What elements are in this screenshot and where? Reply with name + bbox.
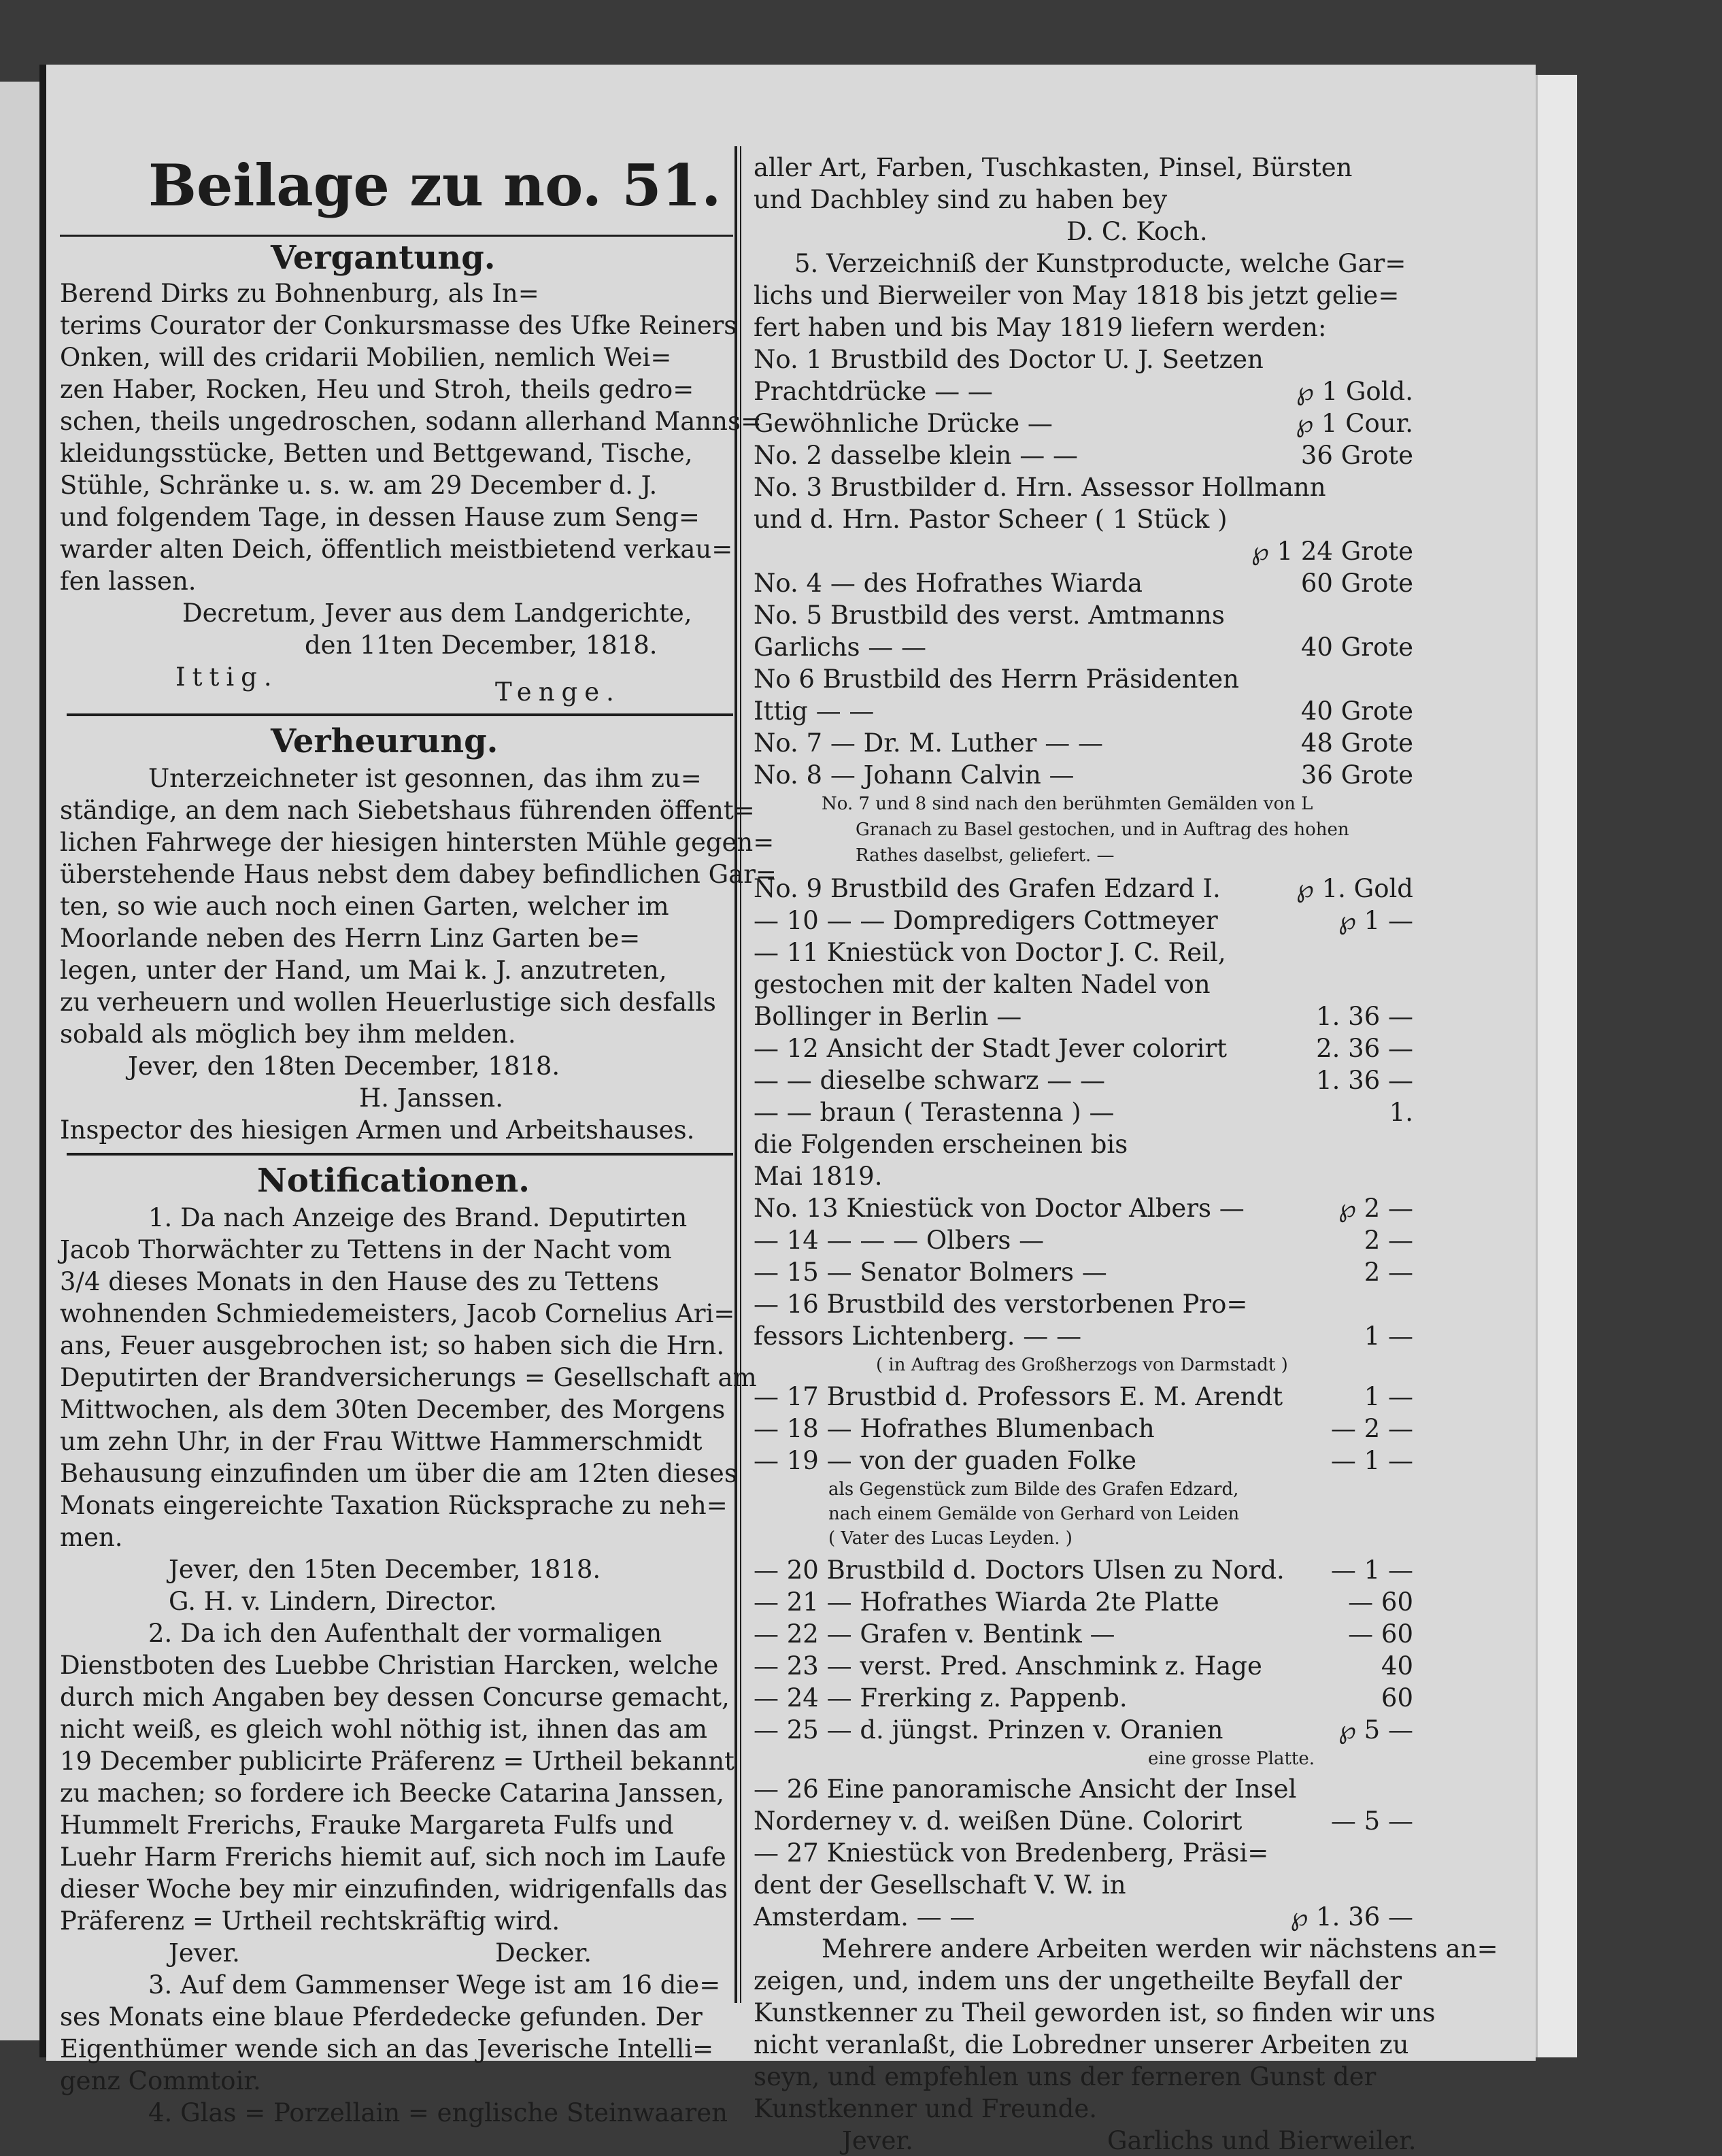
catalog-item: — 21 — Hofrathes Wiarda 2te Platte: [754, 1587, 1219, 1617]
body-line: zen Haber, Rocken, Heu und Stroh, theils gedro=: [60, 375, 694, 404]
catalog-price: 1. 36 —: [1316, 1066, 1413, 1095]
body-line: schen, theils ungedroschen, sodann allerhand Manns=: [60, 407, 762, 436]
body-line: warder alten Deich, öffentlich meistbietend verkau=: [60, 535, 733, 564]
section-heading-vergantung: Vergantung.: [271, 239, 496, 277]
body-line: legen, unter der Hand, um Mai k. J. anzutreten,: [60, 956, 667, 985]
body-line: 3. Auf dem Gammenser Wege ist am 16 die=: [148, 1970, 721, 2000]
catalog-price: — 60: [1348, 1587, 1413, 1617]
signer-line: Garlichs und Bierweiler.: [1107, 2126, 1417, 2155]
catalog-item: — 24 — Frerking z. Pappenb.: [754, 1683, 1128, 1713]
catalog-item: Prachtdrücke — —: [754, 377, 993, 406]
catalog-note: nach einem Gemälde von Gerhard von Leiden: [828, 1504, 1240, 1524]
catalog-item: Norderney v. d. weißen Düne. Colorirt: [754, 1806, 1243, 1836]
body-line: durch mich Angaben bey dessen Concurse gemacht,: [60, 1683, 730, 1712]
body-line: Deputirten der Brandversicherungs = Gesellschaft am: [60, 1363, 757, 1392]
signer-role: Inspector des hiesigen Armen und Arbeitshauses.: [60, 1115, 695, 1145]
catalog-price: — 60: [1348, 1619, 1413, 1649]
catalog-item: No. 2 dasselbe klein — —: [754, 441, 1078, 470]
decree-line: Decretum, Jever aus dem Landgerichte,: [182, 599, 692, 628]
body-line: Behausung einzufinden um über die am 12ten dieses: [60, 1459, 737, 1488]
catalog-item: Mai 1819.: [754, 1162, 883, 1191]
catalog-item: — 11 Kniestück von Doctor J. C. Reil,: [754, 938, 1226, 967]
body-line: Unterzeichneter ist gesonnen, das ihm zu=: [148, 764, 702, 793]
body-line: Berend Dirks zu Bohnenburg, als In=: [60, 279, 539, 308]
catalog-item: No. 8 — Johann Calvin —: [754, 760, 1075, 790]
signer-line: Decker.: [495, 1938, 592, 1968]
catalog-price: ℘ 2 —: [1338, 1194, 1413, 1223]
body-line: 1. Da nach Anzeige des Brand. Deputirten: [148, 1203, 688, 1232]
body-line: 3/4 dieses Monats in den Hause des zu Tettens: [60, 1267, 659, 1296]
catalog-price: 40 Grote: [1300, 696, 1413, 726]
body-line: Mehrere andere Arbeiten werden wir nächstens an=: [822, 1934, 1498, 1964]
body-line: seyn, und empfehlen uns der ferneren Gunst der: [754, 2062, 1377, 2091]
body-line: Mittwochen, als dem 30ten December, des Morgens: [60, 1395, 726, 1424]
date-line: Jever, den 18ten December, 1818.: [128, 1051, 560, 1081]
catalog-item: Garlichs — —: [754, 633, 927, 662]
catalog-item: — — braun ( Terastenna ) —: [754, 1098, 1115, 1127]
catalog-note: No. 7 und 8 sind nach den berühmten Gemälden von L: [822, 794, 1313, 814]
catalog-price: — 2 —: [1330, 1414, 1413, 1443]
catalog-price: 2 —: [1364, 1226, 1413, 1255]
body-line: und Dachbley sind zu haben bey: [754, 185, 1168, 214]
catalog-item: — 16 Brustbild des verstorbenen Pro=: [754, 1290, 1248, 1319]
body-line: dieser Woche bey mir einzufinden, widrigenfalls das: [60, 1874, 728, 1904]
catalog-item: — 19 — von der guaden Folke: [754, 1446, 1136, 1475]
catalog-item: — 20 Brustbild d. Doctors Ulsen zu Nord.: [754, 1555, 1285, 1585]
catalog-note: eine grosse Platte.: [1148, 1749, 1315, 1769]
body-line: fert haben und bis May 1819 liefern werden:: [754, 313, 1327, 342]
catalog-item: — 10 — — Dompredigers Cottmeyer: [754, 906, 1218, 935]
section-heading-verheurung: Verheurung.: [271, 722, 499, 760]
title-rule: [60, 235, 733, 237]
catalog-item: No. 5 Brustbild des verst. Amtmanns: [754, 601, 1225, 630]
catalog-price: 2 —: [1364, 1258, 1413, 1287]
catalog-item: — 25 — d. jüngst. Prinzen v. Oranien: [754, 1715, 1223, 1745]
facing-page-edge: [0, 82, 39, 2040]
catalog-item: — — dieselbe schwarz — —: [754, 1066, 1105, 1095]
body-line: Eigenthümer wende sich an das Jeverische Intelli=: [60, 2034, 714, 2064]
catalog-price: 40: [1381, 1651, 1413, 1681]
body-line: ans, Feuer ausgebrochen ist; so haben sich die Hrn.: [60, 1331, 725, 1360]
body-line: um zehn Uhr, in der Frau Wittwe Hammerschmidt: [60, 1427, 703, 1456]
catalog-price: 40 Grote: [1300, 633, 1413, 662]
catalog-price: 1 —: [1364, 1382, 1413, 1411]
catalog-item: No. 4 — des Hofrathes Wiarda: [754, 569, 1143, 598]
body-line: ses Monats eine blaue Pferdedecke gefunden. Der: [60, 2002, 703, 2032]
catalog-item: Bollinger in Berlin —: [754, 1002, 1022, 1031]
catalog-price: 2. 36 —: [1316, 1034, 1413, 1063]
signature-right: Tenge.: [495, 677, 621, 707]
catalog-item: — 23 — verst. Pred. Anschmink z. Hage: [754, 1651, 1262, 1681]
catalog-price: 48 Grote: [1300, 728, 1413, 758]
body-line: genz Commtoir.: [60, 2066, 261, 2095]
catalog-item: — 17 Brustbid d. Professors E. M. Arendt: [754, 1382, 1283, 1411]
decree-date: den 11ten December, 1818.: [305, 630, 658, 660]
date-line: Jever, den 15ten December, 1818.: [169, 1555, 601, 1584]
body-line: Stühle, Schränke u. s. w. am 29 December d. J.: [60, 471, 658, 500]
section-rule: [67, 713, 733, 716]
body-line: ständige, an dem nach Siebetshaus führenden öffent=: [60, 796, 755, 825]
catalog-price: 36 Grote: [1300, 441, 1413, 470]
book-spine: [39, 65, 46, 2057]
catalog-note: Rathes daselbst, geliefert. —: [856, 845, 1115, 866]
catalog-item: No. 7 — Dr. M. Luther — —: [754, 728, 1104, 758]
catalog-note: ( Vater des Lucas Leyden. ): [828, 1528, 1073, 1549]
catalog-item: Gewöhnliche Drücke —: [754, 409, 1053, 438]
catalog-item: Amsterdam. — —: [754, 1902, 975, 1932]
catalog-price: 1. 36 —: [1316, 1002, 1413, 1031]
body-line: ten, so wie auch noch einen Garten, welcher im: [60, 892, 669, 921]
page-title: Beilage zu no. 51.: [148, 152, 722, 219]
body-line: Dienstboten des Luebbe Christian Harcken, welche: [60, 1651, 719, 1680]
catalog-price: ℘ 1 —: [1338, 906, 1413, 935]
catalog-item: — 22 — Grafen v. Bentink —: [754, 1619, 1115, 1649]
catalog-item: Ittig — —: [754, 696, 875, 726]
page-stack-edge: [1536, 75, 1577, 2057]
catalog-item: gestochen mit der kalten Nadel von: [754, 970, 1211, 999]
body-line: aller Art, Farben, Tuschkasten, Pinsel, Bürsten: [754, 153, 1353, 182]
catalog-price: ℘ 1. 36 —: [1290, 1902, 1413, 1932]
catalog-item: — 15 — Senator Bolmers —: [754, 1258, 1107, 1287]
body-line: zu verheuern und wollen Heuerlustige sich desfalls: [60, 988, 716, 1017]
catalog-item: No. 3 Brustbilder d. Hrn. Assessor Hollmann: [754, 473, 1326, 502]
catalog-price: 60 Grote: [1300, 569, 1413, 598]
section-heading-notifications: Notificationen.: [257, 1162, 530, 1200]
body-line: Kunstkenner und Freunde.: [754, 2094, 1098, 2123]
body-line: zeigen, und, indem uns der ungetheilte Beyfall der: [754, 1966, 1402, 1995]
body-line: sobald als möglich bey ihm melden.: [60, 1020, 516, 1049]
body-line: fen lassen.: [60, 567, 197, 596]
signer-line: D. C. Koch.: [1066, 217, 1208, 246]
catalog-price: ℘ 1 Gold.: [1296, 377, 1413, 406]
catalog-price: — 1 —: [1330, 1446, 1413, 1475]
newspaper-page: [46, 65, 1536, 2155]
body-line: Onken, will des cridarii Mobilien, nemlich Wei=: [60, 343, 672, 372]
body-line: 4. Glas = Porzellain = englische Steinwaaren: [148, 2098, 728, 2127]
catalog-item: — 12 Ansicht der Stadt Jever colorirt: [754, 1034, 1227, 1063]
catalog-note: Granach zu Basel gestochen, und in Auftrag des hohen: [856, 820, 1349, 840]
catalog-item: — 26 Eine panoramische Ansicht der Insel: [754, 1774, 1297, 1804]
catalog-price: ℘ 1. Gold: [1296, 874, 1413, 903]
catalog-price: ℘ 1 Cour.: [1296, 409, 1413, 438]
body-line: nicht veranlaßt, die Lobredner unserer Arbeiten zu: [754, 2030, 1409, 2059]
body-line: Präferenz = Urtheil rechtskräftig wird.: [60, 1906, 560, 1936]
catalog-item: No. 9 Brustbild des Grafen Edzard I.: [754, 874, 1221, 903]
body-line: 5. Verzeichniß der Kunstproducte, welche Gar=: [794, 249, 1406, 278]
body-line: kleidungsstücke, Betten und Bettgewand, Tische,: [60, 439, 693, 468]
body-line: zu machen; so fordere ich Beecke Catarina Janssen,: [60, 1779, 724, 1808]
body-line: lichen Fahrwege der hiesigen hintersten Mühle gegen=: [60, 828, 775, 857]
catalog-price: 1.: [1389, 1098, 1413, 1127]
signature-left: Ittig.: [175, 662, 279, 692]
body-line: Monats eingereichte Taxation Rücksprache zu neh=: [60, 1491, 728, 1520]
place-line: Jever.: [169, 1938, 240, 1968]
catalog-note: als Gegenstück zum Bilde des Grafen Edzard,: [828, 1479, 1239, 1500]
catalog-item: No. 13 Kniestück von Doctor Albers —: [754, 1194, 1245, 1223]
catalog-price: ℘ 5 —: [1338, 1715, 1413, 1745]
catalog-note: ( in Auftrag des Großherzogs von Darmstadt ): [876, 1355, 1288, 1375]
body-line: Hummelt Frerichs, Frauke Margareta Fulfs und: [60, 1810, 674, 1840]
catalog-price: 1 —: [1364, 1321, 1413, 1351]
signer-line: G. H. v. Lindern, Director.: [169, 1587, 497, 1616]
section-rule: [67, 1153, 733, 1156]
catalog-item: No 6 Brustbild des Herrn Präsidenten: [754, 664, 1240, 694]
body-line: 19 December publicirte Präferenz = Urtheil bekannt: [60, 1747, 735, 1776]
catalog-item: — 27 Kniestück von Bredenberg, Präsi=: [754, 1838, 1269, 1868]
catalog-item: No. 1 Brustbild des Doctor U. J. Seetzen: [754, 345, 1264, 374]
body-line: nicht weiß, es gleich wohl nöthig ist, ihnen das am: [60, 1715, 707, 1744]
body-line: lichs und Bierweiler von May 1818 bis jetzt gelie=: [754, 281, 1400, 310]
catalog-price: 36 Grote: [1300, 760, 1413, 790]
body-line: Jacob Thorwächter zu Tettens in der Nacht vom: [60, 1235, 672, 1264]
catalog-item: die Folgenden erscheinen bis: [754, 1130, 1128, 1159]
body-line: wohnenden Schmiedemeisters, Jacob Cornelius Ari=: [60, 1299, 735, 1328]
catalog-price: — 5 —: [1330, 1806, 1413, 1836]
body-line: Moorlande neben des Herrn Linz Garten be=: [60, 924, 641, 953]
body-line: terims Courator der Conkursmasse des Ufke Reiners: [60, 311, 737, 340]
catalog-price: — 1 —: [1330, 1555, 1413, 1585]
body-line: 2. Da ich den Aufenthalt der vormaligen: [148, 1619, 662, 1648]
catalog-item: dent der Gesellschaft V. W. in: [754, 1870, 1126, 1900]
signer-line: H. Janssen.: [359, 1083, 503, 1113]
catalog-price: ℘ 1 24 Grote: [1251, 537, 1413, 566]
body-line: men.: [60, 1523, 123, 1552]
body-line: und folgendem Tage, in dessen Hause zum Seng=: [60, 503, 700, 532]
body-line: überstehende Haus nebst dem dabey befindlichen Gar=: [60, 860, 777, 889]
place-line: Jever.: [842, 2126, 913, 2155]
body-line: Luehr Harm Frerichs hiemit auf, sich noch im Laufe: [60, 1842, 726, 1872]
catalog-price: 60: [1381, 1683, 1413, 1713]
catalog-item: — 18 — Hofrathes Blumenbach: [754, 1414, 1155, 1443]
body-line: Kunstkenner zu Theil geworden ist, so finden wir uns: [754, 1998, 1436, 2027]
catalog-item: fessors Lichtenberg. — —: [754, 1321, 1082, 1351]
catalog-item: und d. Hrn. Pastor Scheer ( 1 Stück ): [754, 505, 1228, 534]
catalog-item: — 14 — — — Olbers —: [754, 1226, 1045, 1255]
